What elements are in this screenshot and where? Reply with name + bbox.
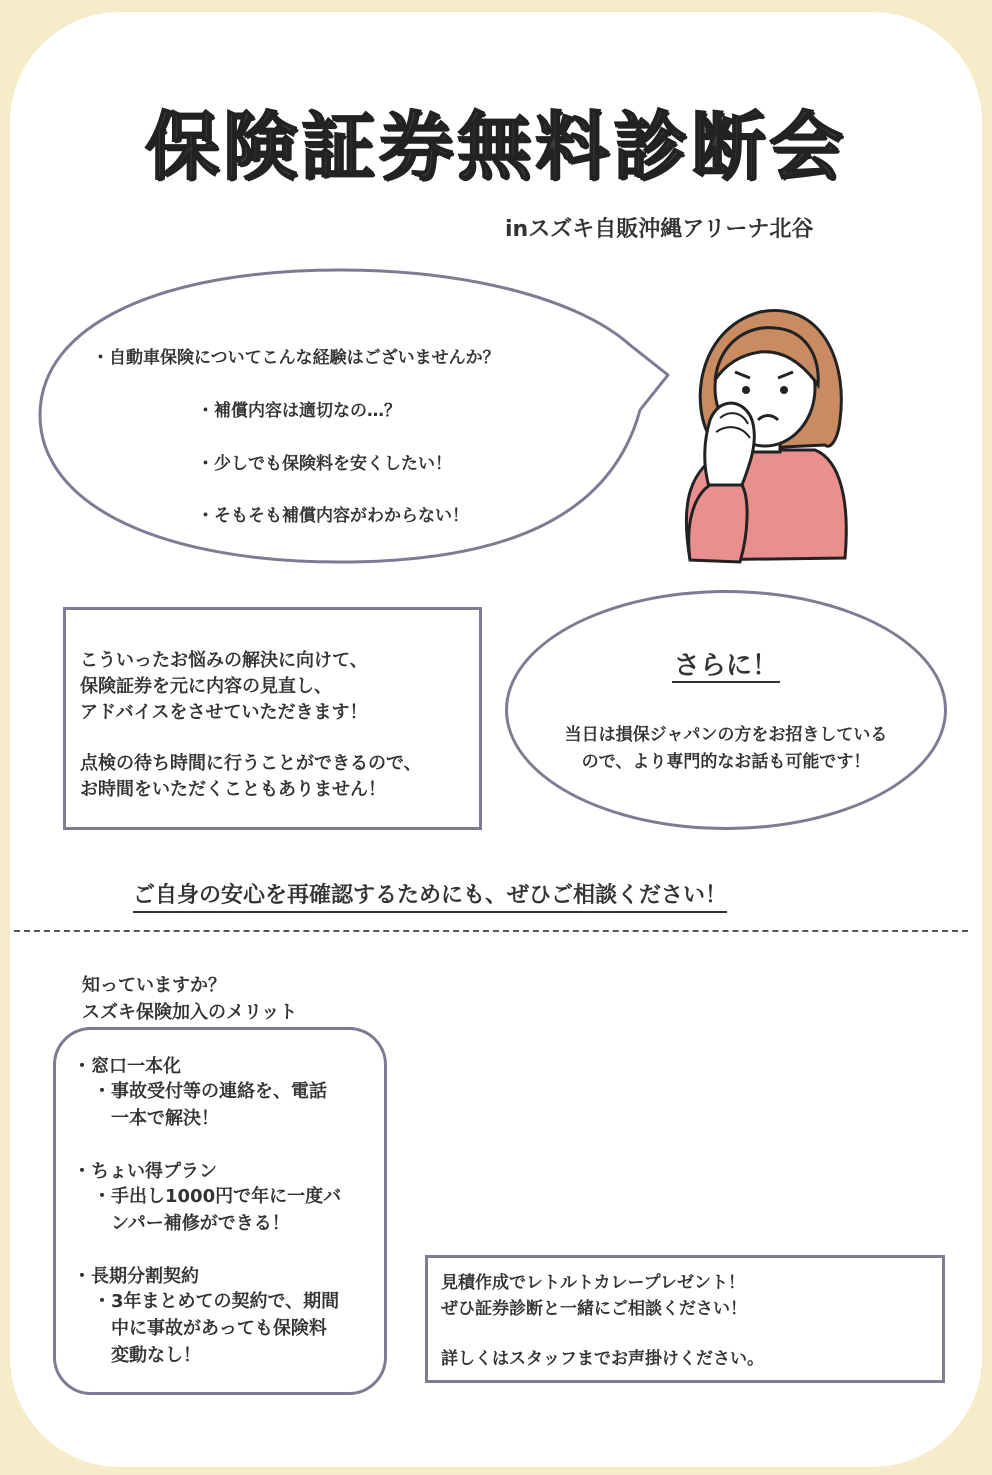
merit-heading-1: ・窓口一本化 xyxy=(73,1056,181,1077)
merit-detail-3c: 変動なし！ xyxy=(111,1345,201,1366)
info-line-2: 保険証券を元に内容の見直し、 xyxy=(80,676,332,697)
more-body xyxy=(505,722,947,776)
present-line-3: 詳しくはスタッフまでお声掛けください。 xyxy=(441,1349,764,1369)
more-title-text: さらに！ xyxy=(673,651,778,681)
merit-detail-2a: ・手出し1000円で年に一度バ xyxy=(93,1186,342,1207)
info-line-5: お時間をいただくこともありません！ xyxy=(80,779,386,800)
venue-label: inスズキ自販沖縄アリーナ北谷 xyxy=(505,217,814,242)
more-oval xyxy=(505,590,947,830)
dashed-divider xyxy=(14,930,968,932)
merit-detail-1b: 一本で解決！ xyxy=(111,1108,219,1129)
more-line-1: 当日は損保ジャパンの方をお招きしている xyxy=(564,725,888,745)
merit-heading-3: ・長期分割契約 xyxy=(73,1266,199,1287)
merit-intro-line-2: スズキ保険加入のメリット xyxy=(82,1002,298,1023)
bubble-line-2: ・補償内容は適切なの…？ xyxy=(197,401,401,421)
merit-intro-line-1: 知っていますか？ xyxy=(82,975,226,996)
present-box xyxy=(425,1255,945,1383)
call-to-action: ご自身の安心を再確認するためにも、ぜひご相談ください！ xyxy=(133,878,727,913)
merit-heading-2: ・ちょい得プラン xyxy=(73,1161,217,1182)
merit-detail-3b: 中に事故があっても保険料 xyxy=(111,1318,327,1339)
more-line-2: ので、より専門的なお話も可能です！ xyxy=(581,752,871,772)
merit-detail-3a: ・3年まとめての契約で、期間 xyxy=(93,1291,340,1312)
present-line-2: ぜひ証券診断と一緒にご相談ください！ xyxy=(441,1299,747,1319)
page-title: 保険証券無料診断会 xyxy=(145,104,847,190)
info-box xyxy=(63,607,482,830)
worried-woman-icon xyxy=(680,300,860,570)
present-line-1: 見積作成でレトルトカレープレゼント！ xyxy=(441,1273,745,1293)
more-title xyxy=(505,645,947,682)
info-line-4: 点検の待ち時間に行うことができるので、 xyxy=(80,753,422,774)
merit-intro xyxy=(82,972,297,1026)
info-line-3: アドバイスをさせていただきます！ xyxy=(80,702,368,723)
info-line-1: こういったお悩みの解決に向けて、 xyxy=(80,650,368,671)
merit-detail-1a: ・事故受付等の連絡を、電話 xyxy=(93,1081,327,1102)
merit-detail-2b: ンパー補修ができる！ xyxy=(111,1213,290,1234)
bubble-line-3: ・少しでも保険料を安くしたい！ xyxy=(197,454,452,474)
bubble-line-4: ・そもそも補償内容がわからない！ xyxy=(197,506,469,526)
bubble-line-1: ・自動車保険についてこんな経験はございませんか？ xyxy=(92,348,500,368)
merits-box xyxy=(53,1027,387,1395)
